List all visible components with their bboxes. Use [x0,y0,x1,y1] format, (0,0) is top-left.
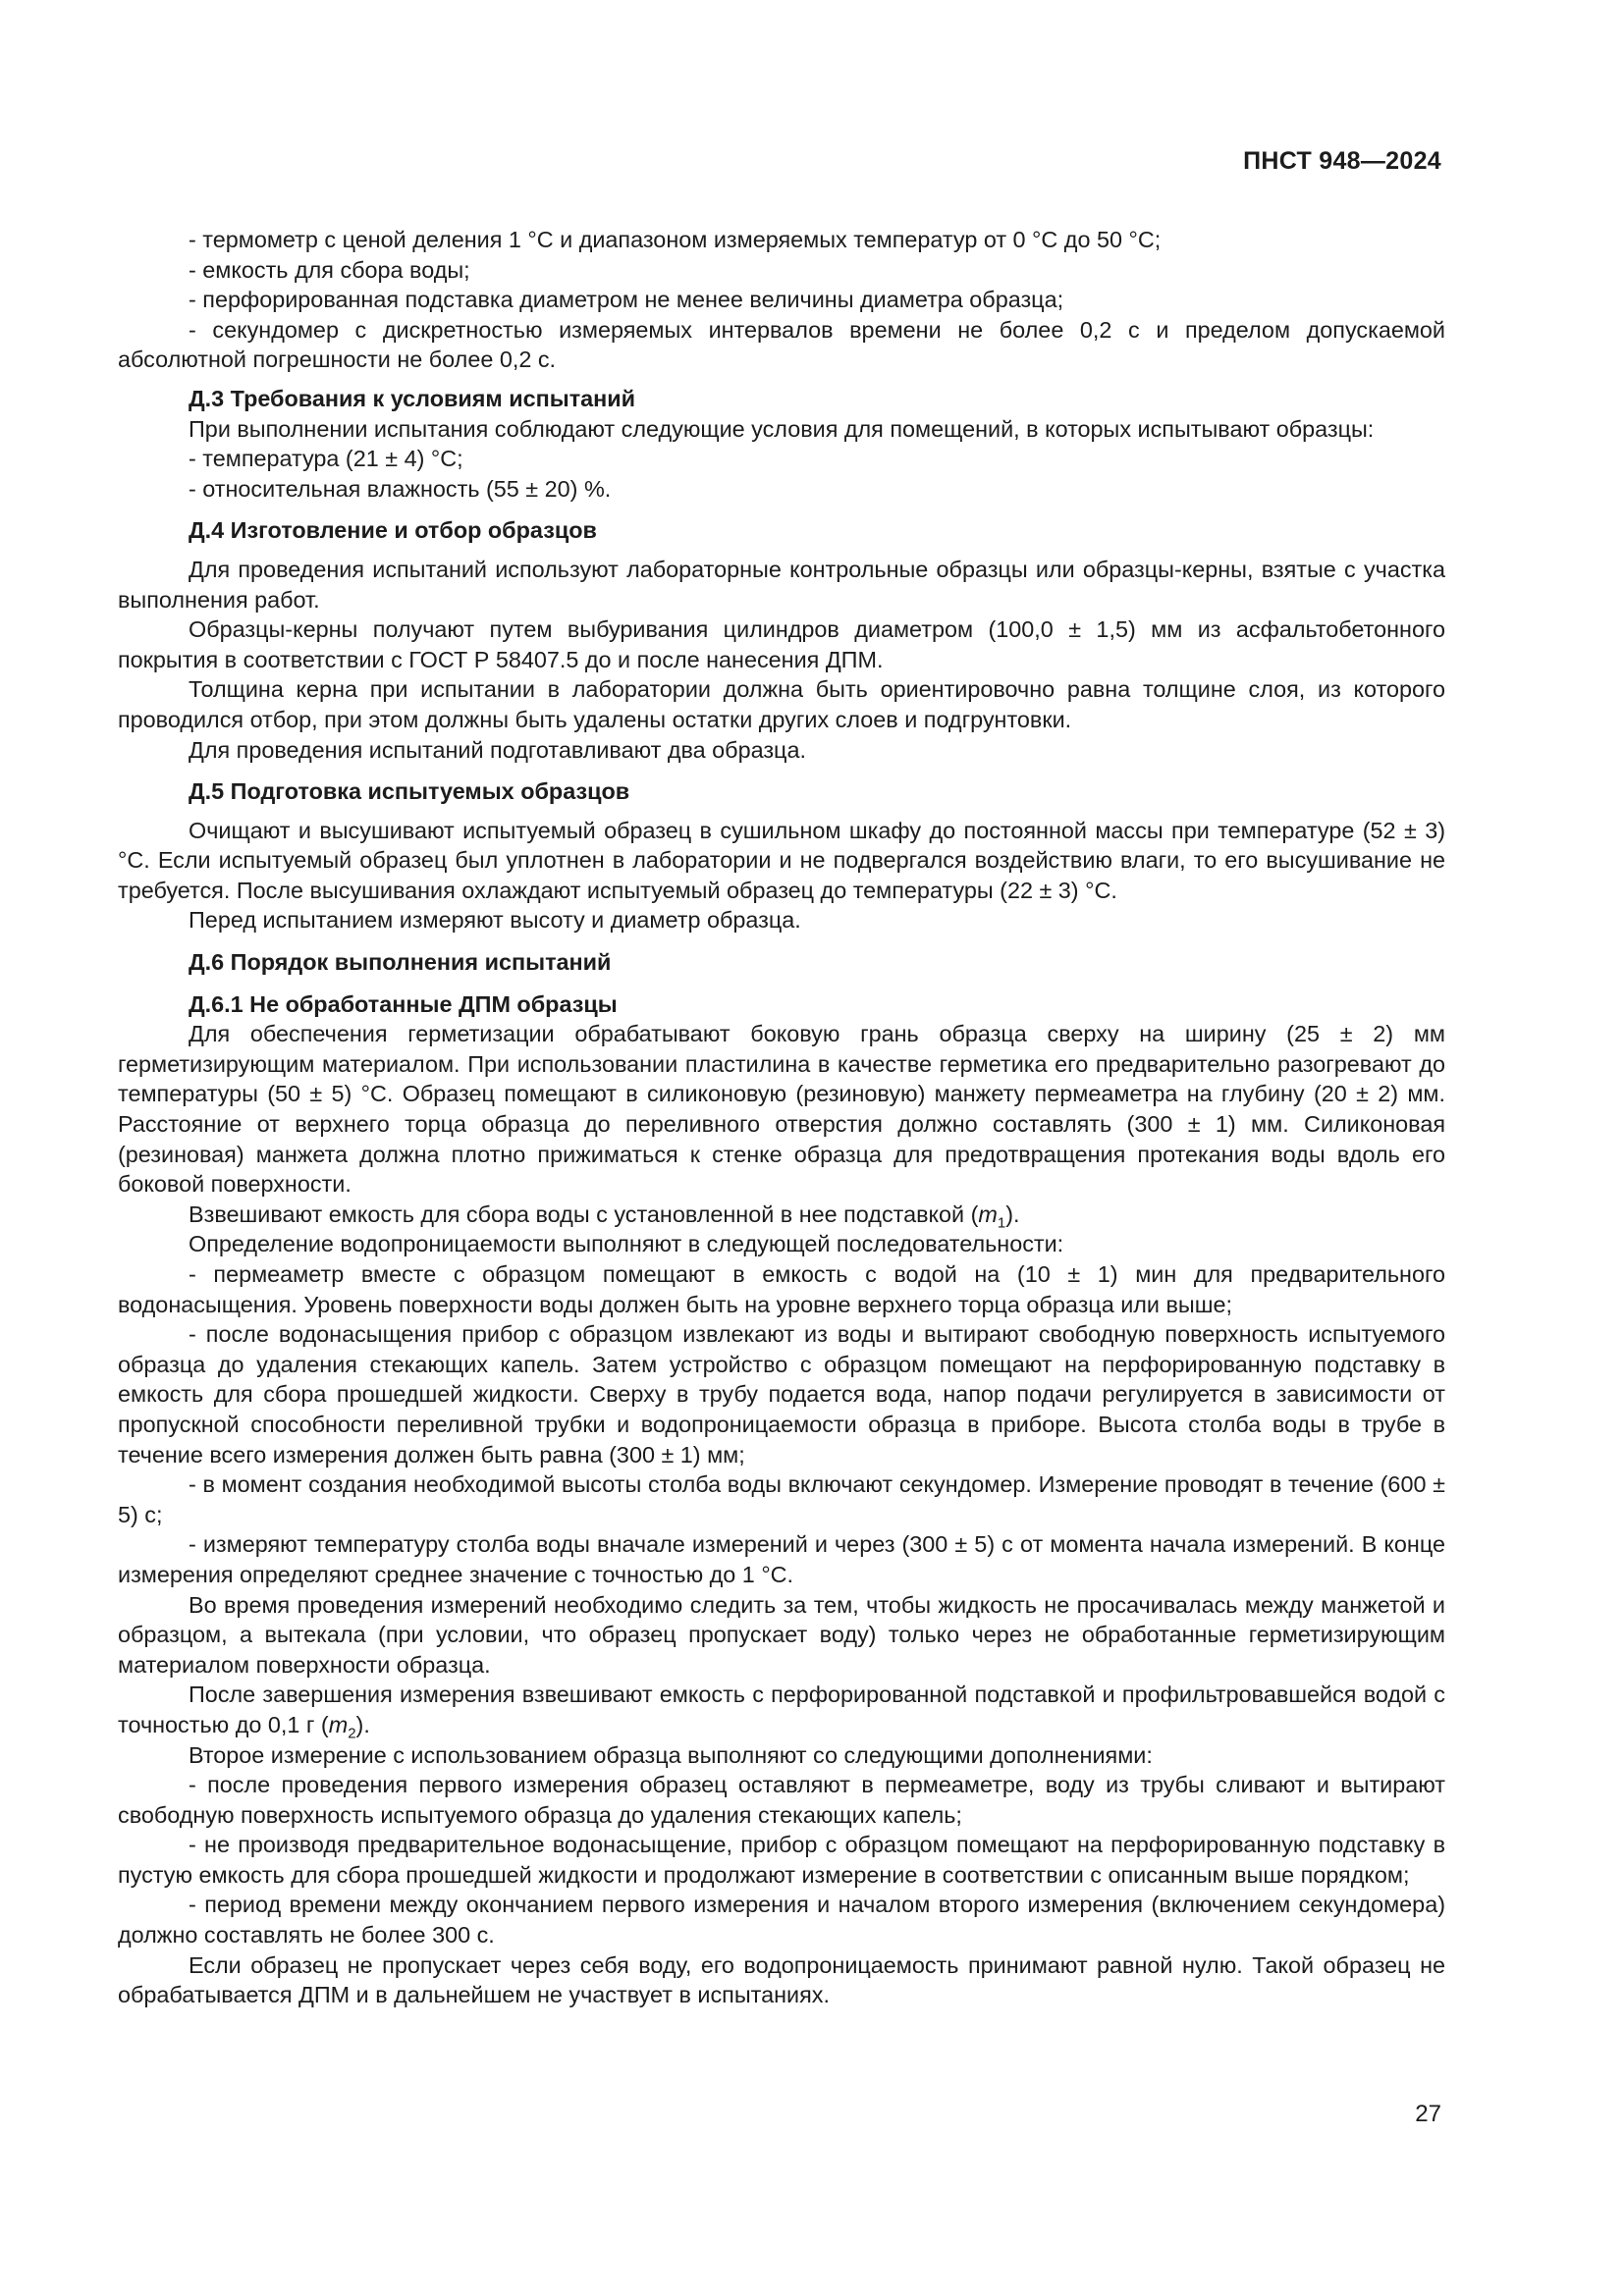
paragraph: При выполнении испытания соблюдают следующие условия для помещений, в которых испытывают образцы: [189,415,1375,442]
paragraph: Для обеспечения герметизации обрабатывают боковую грань образца сверху на ширину (25 ± 2) мм герметизирующим материалом. При использовании пластилина в качестве герметика его предварительно разогревают до температуры (50 ± 5) °С. Образец помещают в силиконовую (резиновую) манжету пермеаметра на глубину (20 ± 2) мм. Расстояние от верхнего торца образца до переливного отверстия должно составлять (300 ± 1) мм. Силиконовая (резиновая) манжета должна плотно прижиматься к стенке образца для предотвращения протекания воды вдоль его боковой поверхности. [118,1021,1445,1198]
document-code: ПНСТ 948—2024 [1243,147,1441,175]
paragraph: Во время проведения измерений необходимо следить за тем, чтобы жидкость не просачивалась между манжетой и образцом, а вытекала (при условии, что образец пропускает воду) только через не обработанные герметизирующим материалом поверхности образца. [118,1591,1445,1678]
variable-m: m [328,1711,349,1737]
paragraph: Образцы-керны получают путем выбуривания цилиндров диаметром (100,0 ± 1,5) мм из асфальтобетонного покрытия в соответствии с ГОСТ Р 58407.5 до и после нанесения ДПМ. [118,616,1445,672]
list-item: - после проведения первого измерения образец оставляют в пермеаметре, воду из трубы сливают и вытирают свободную поверхность испытуемого образца до удаления стекающих капель; [118,1772,1445,1828]
paragraph: Перед испытанием измеряют высоту и диаметр образца. [189,907,801,934]
section-heading-d3: Д.3 Требования к условиям испытаний [189,385,636,411]
subscript: 1 [997,1214,1006,1232]
list-item: - период времени между окончанием первого измерения и началом второго измерения (включением секундомера) должно составлять не более 300 с. [118,1892,1445,1949]
paragraph: Для проведения испытаний подготавливают два образца. [189,736,806,763]
list-item: - секундомер с дискретностью измеряемых интервалов времени не более 0,2 с и пределом допускаемой абсолютной погрешности не более 0,2 с. [118,316,1445,373]
paragraph: Для проведения испытаний используют лабораторные контрольные образцы или образцы-керны, взятые с участка выполнения работ. [118,556,1445,613]
list-item: - термометр с ценой деления 1 °С и диапазоном измеряемых температур от 0 °С до 50 °С; [189,227,1162,252]
list-item: - измеряют температуру столба воды вначале измерений и через (300 ± 5) с от момента начала измерений. В конце измерения определяют среднее значение с точностью до 1 °С. [118,1531,1445,1587]
list-item: - температура (21 ± 4) °С; [189,446,463,472]
paragraph: После завершения измерения взвешивают емкость с перфорированной подставкой и профильтровавшейся водой с точностью до 0,1 г $(m_2)$. [118,1682,1445,1742]
paragraph: Взвешивают емкость для сбора воды с установленной в нее подставкой $(m_1)$. [189,1201,1020,1232]
paragraph: Очищают и высушивают испытуемый образец в сушильном шкафу до постоянной массы при температуре (52 ± 3) °С. Если испытуемый образец был уплотнен в лаборатории и не подвергался воздействию влаги, то его высушивание не требуется. После высушивания охлаждают испытуемый образец до температуры (22 ± 3) °С. [118,817,1445,903]
paragraph: Толщина керна при испытании в лаборатории должна быть ориентировочно равна толщине слоя, из которого проводился отбор, при этом должны быть удалены остатки других слоев и подгрунтовки. [118,676,1445,732]
list-item: - не производя предварительное водонасыщение, прибор с образцом помещают на перфорированную подставку в пустую емкость для сбора прошедшей жидкости и продолжают измерение в соответствии с описанным выше порядком; [118,1832,1445,1888]
list-item: - в момент создания необходимой высоты столба воды включают секундомер. Измерение проводят в течение (600 ± 5) с; [118,1471,1445,1527]
subscript: 2 [348,1725,356,1742]
list-item: - емкость для сбора воды; [189,256,470,283]
section-heading-d6-1: Д.6.1 Не обработанные ДПМ образцы [189,990,618,1017]
document-body [118,225,1445,2010]
page-number: 27 [1415,2101,1441,2127]
list-item: - перфорированная подставка диаметром не менее величины диаметра образца; [189,287,1064,313]
section-heading-d5: Д.5 Подготовка испытуемых образцов [189,778,630,805]
section-heading-d4: Д.4 Изготовление и отбор образцов [189,517,597,544]
list-item: - относительная влажность (55 ± 20) %. [189,475,612,502]
variable-m: m [978,1201,998,1227]
section-heading-d6: Д.6 Порядок выполнения испытаний [189,949,612,976]
list-item: - после водонасыщения прибор с образцом извлекают из воды и вытирают свободную поверхность испытуемого образца до удаления стекающих капель. Затем устройство с образцом помещают на перфорированную подставку в емкость для сбора прошедшей жидкости. Сверху в трубу подается вода, напор подачи регулируется в зависимости от пропускной способности переливной трубки и водопроницаемости образца в приборе. Высота столба воды в трубе в течение всего измерения должен быть равна (300 ± 1) мм; [118,1321,1445,1468]
paragraph: Второе измерение с использованием образца выполняют со следующими дополнениями: [189,1741,1153,1768]
list-item: - пермеаметр вместе с образцом помещают в емкость с водой на (10 ± 1) мин для предварительного водонасыщения. Уровень поверхности воды должен быть на уровне верхнего торца образца или выше; [118,1261,1445,1317]
paragraph: Если образец не пропускает через себя воду, его водопроницаемость принимают равной нулю. Такой образец не обрабатывается ДПМ и в дальнейшем не участвует в испытаниях. [118,1951,1445,2008]
paragraph: Определение водопроницаемости выполняют в следующей последовательности: [189,1231,1064,1257]
